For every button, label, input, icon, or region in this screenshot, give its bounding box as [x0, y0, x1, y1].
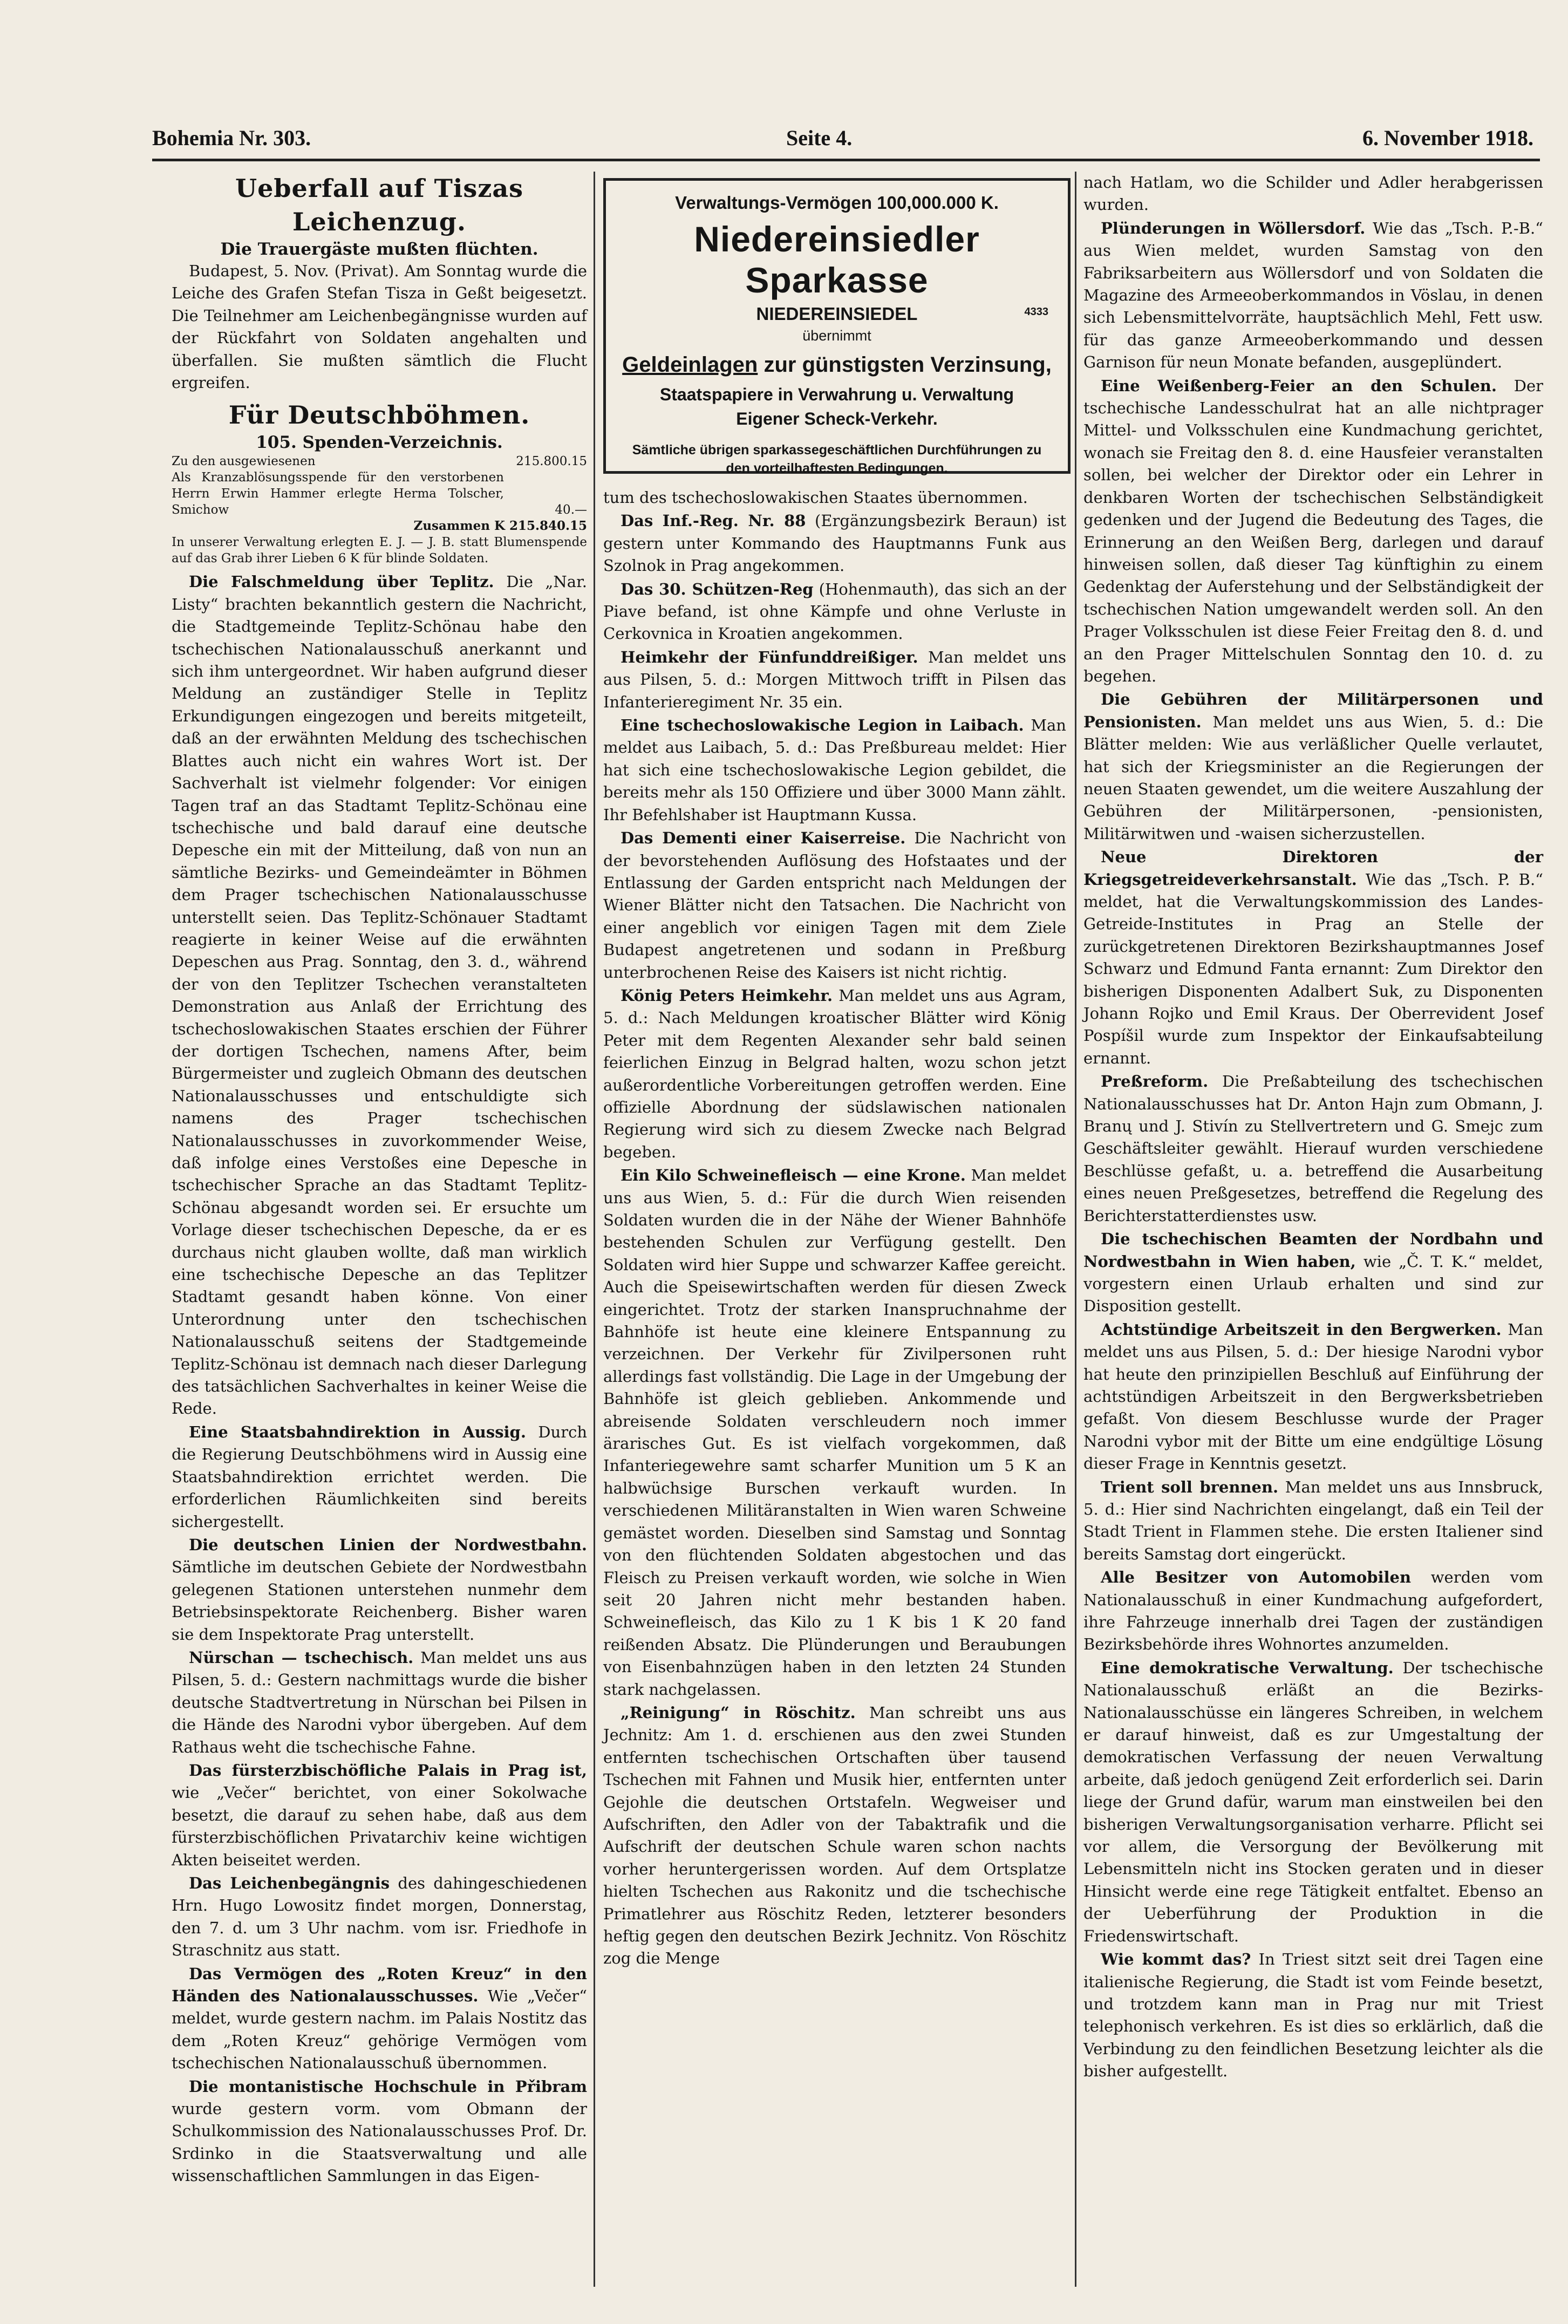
news-item: Trient soll brennen. Man meldet uns aus Innsbruck, 5. d.: Hier sind Nachrichten eingelangt, daß ein Teil der Stadt Trient in Flammen stehe. Die ersten Italiener sind bereits Samstag dort eingerückt. [1083, 1477, 1544, 1563]
ad-securities: Staatspapiere in Verwahrung u. Verwaltung [659, 385, 1014, 404]
column-right [1083, 172, 1543, 2084]
ad-services: Sämtliche übrigen sparkassegeschäftlichen Durchführungen zu den vorteilhaftesten Bedingungen. [632, 442, 1042, 476]
news-item: Die tschechischen Beamten der Nordbahn und Nordwestbahn in Wien haben, wie „Č. T. K.“ meldet, vorgestern einen Urlaub erhalten und sind zur Disposition gestellt. [1083, 1230, 1543, 1316]
newspaper-issue: Bohemia Nr. 303. [152, 126, 311, 150]
column-middle [603, 487, 1066, 1971]
column-left [172, 172, 587, 2189]
news-item: Das Inf.-Reg. Nr. 88 (Ergänzungsbezirk Beraun) ist gestern unter Kommando des Hauptmanns Funk aus Szolnok in Prag angekommen. [603, 512, 1067, 575]
news-item: Ein Kilo Schweinefleisch — eine Krone. Man meldet uns aus Wien, 5. d.: Für die durch Wien reisenden Soldaten wurden die in der Nähe der Wiener Bahnhöfe bestehenden Schulen zur Verfügung gestellt. Den Soldaten wird hier Suppe und schwarzer Kaffee gereicht. Auch die Speisewirtschaften werden für diesen Zweck eingerichtet. Trotz der starken Inanspruchnahme der Bahnhöfe ist heute eine kleinere Entspannung zu verzeichnen. Der Verkehr für Zivilpersonen ruht allerdings fast vollständig. Die Lage in der Umgebung der Bahnhöfe ist gleich geblieben. Ankommende und abreisende Soldaten verschleudern noch immer ärarisches Gut. Es ist vielfach vorgekommen, daß Infanteriegewehre samt scharfer Munition um 5 K an halbwüchsige Burschen verkauft wurden. In verschiedenen Militäranstalten in Wien waren Schweine gemästet worden. Dieselben sind Samstag und Sonntag von den flüchtenden Soldaten abgestochen und das Fleisch zu Preisen verkauft worden, wie solche in Wien seit 20 Jahren nicht mehr bestanden haben. Schweinefleisch, das Kilo zu 1 K bis 1 K 20 fand reißenden Absatz. Die Plünderungen und Beraubungen von Eisenbahnzügen haben in den letzten 24 Stunden stark nachgelassen. [603, 1166, 1067, 1699]
page-number: Seite 4. [786, 126, 853, 150]
issue-date: 6. November 1918. [1362, 126, 1533, 150]
news-item: Plünderungen in Wöllersdorf. Wie das „Tsch. P.-B.“ aus Wien meldet, wurden Samstag von den Fabriksarbeitern aus Wöllersdorf und von Soldaten die Magazine des Armeeoberkommandos in Vöslau, in denen sich Lebensmittelvorräte, hauptsächlich Mehl, Fett usw. für das ganze Armeeoberkommando und dessen Garnison für neun Monate befanden, ausgeplündert. [1083, 219, 1543, 372]
news-item: „Reinigung“ in Röschitz. Man schreibt uns aus Jechnitz: Am 1. d. erschienen aus den zwei Stunden entfernten tschechischen Ortschaften über tausend Tschechen mit Fahnen und Musik hier, entfernten unter Gejohle die deutschen Ortstafeln. Wegweiser und Aufschriften, den Adler von der Tabaktrafik und die Aufschrift der deutschen Schule waren schon nachts vorher heruntergerissen worden. Auf dem Ortsplatze hielten Tschechen aus Rakonitz und die tschechische Primatlehrer aus Röschitz Reden, letzterer besonders heftig gegen den deutschen Bezirk Jechnitz. Von Röschitz zog die Menge [603, 1703, 1066, 1968]
donation-list [172, 453, 587, 567]
news-item: Neue Direktoren der Kriegsgetreideverkehrsanstalt. Wie das „Tsch. P. B.“ meldet, hat die Verwaltungskommission des Landes-Getreide-Institutes in Prag an Stelle der zurückgetretenen Direktoren Bezirkshauptmannes Josef Schwarz und Edmund Fanta ernannt: Zum Direktor den bisherigen Disponenten Adalbert Suk, zu Disponenten Johann Rojko und Emil Kraus. Der Oberrevident Josef Pospíšil wurde zum Inspektor der Einkaufsabteilung ernannt. [1083, 848, 1544, 1067]
news-item: Wie kommt das? In Triest sitzt seit drei Tagen eine italienische Regierung, die Stadt ist vom Feinde besetzt, und trotzdem kann man in Prag nur mit Triest telephonisch verkehren. Es ist dies so erklärlich, daß die Verbindung zu den feindlichen Besetzung leichter als die bisher aufgestellt. [1083, 1950, 1544, 2081]
section-title: Für Deutschböhmen. [228, 400, 530, 430]
news-item: Das Vermögen des „Roten Kreuz“ in den Händen des Nationalausschusses. Wie „Večer“ meldet, wurde gestern nachm. im Palais Nostitz das dem „Roten Kreuz“ gehörige Vermögen vom tschechischen Nationalausschuß übernommen. [172, 1964, 587, 2073]
news-item: Das Dementi einer Kaiserreise. Die Nachricht von der bevorstehenden Auflösung des Hofstaates und der Entlassung der Garden entspricht nach Meldungen der Wiener Blätter nicht den Tatsachen. Die Nachricht von einer angeblich vor einigen Tagen mit dem Ziele Budapest angetretenen und sodann in Preßburg unterbrochenen Reise des Kaisers ist nicht richtig. [603, 829, 1066, 982]
news-item: Heimkehr der Fünfunddreißiger. Man meldet uns aus Pilsen, 5. d.: Morgen Mittwoch trifft in Pilsen das Infanterieregiment Nr. 35 ein. [603, 648, 1066, 711]
news-item: Das Leichenbegängnis des dahingeschiedenen Hrn. Hugo Lowositz findet morgen, Donnerstag, den 7. d. um 3 Uhr nachm. vom isr. Friedhofe in Straschnitz aus statt. [172, 1874, 587, 1960]
header-rule [152, 159, 1540, 161]
news-item: Die Falschmeldung über Teplitz. Die „Nar. Listy“ brachten bekanntlich gestern die Nachricht, die Stadtgemeinde Teplitz-Schönau habe den tschechischen Nationalausschuß anerkannt und sich ihm untergeordnet. Wir haben aufgrund dieser Meldung an zuständiger Stelle in Teplitz Erkundigungen eingezogen und bereits mitgeteilt, daß an der erwähnten Meldung des tschechischen Blattes auch nicht ein wahres Wort ist. Der Sachverhalt ist vielmehr folgender: Vor einigen Tagen traf an das Stadtamt Teplitz-Schönau eine tschechische und bald darauf eine deutsche Depesche ein mit der Mitteilung, daß von nun an sämtliche Bezirks- und Gemeindeämter in Böhmen dem Prager tschechischen Nationalausschusse unterstellt seien. Das Teplitz-Schönauer Stadtamt reagierte in keiner Weise auf die erwähnten Depeschen aus Prag. Sonntag, den 3. d., während der von den Teplitzer Tschechen veranstalteten Demonstration aus Anlaß der Errichtung des tschechoslowakischen Staates erschien der Führer der dortigen Tschechen, namens After, beim Bürgermeister und zugleich Obmann des deutschen Nationalausschusses und entschuldigte sich namens des Prager tschechischen Nationalausschusses in zuvorkommender Weise, daß infolge eines Verstoßes eine Depesche in tschechischer Sprache an das Stadtamt Teplitz-Schönau abgesandt worden sei. Er ersuchte um Vorlage dieser tschechischen Depesche, da er es durchaus nicht glauben wollte, daß man wirklich eine tschechische Depesche an das Teplitzer Stadtamt gesandt haben könne. Von einer Unterordnung unter den tschechischen Nationalausschuß seitens der Stadtgemeinde Teplitz-Schönau ist demnach nach dieser Darlegung des tatsächlichen Sachverhaltes in keiner Weise die Rede. [172, 573, 587, 1418]
donation-total: Zusammen K 215.840.15 [413, 519, 587, 534]
ad-takes: übernimmt [802, 328, 871, 344]
page-header [152, 125, 1533, 156]
news-item: Achtstündige Arbeitszeit in den Bergwerken. Man meldet uns aus Pilsen, 5. d.: Der hiesige Narodni vybor hat heute den prinzipiellen Beschluß auf Einführung der achtstündigen Arbeitszeit in den Bergwerksbetrieben gefaßt. Von diesem Beschlusse wurde der Prager Narodni vybor mit der Bitte um eine endgültige Lösung dieser Frage in Kenntnis gesetzt. [1083, 1320, 1543, 1473]
news-item: tum des tschechoslowakischen Staates übernommen. [603, 488, 1028, 507]
ad-bank-name: Niedereinsiedler Sparkasse [694, 219, 980, 300]
section-subtitle: 105. Spenden-Verzeichnis. [256, 433, 503, 453]
news-item: nach Hatlam, wo die Schilder und Adler herabgerissen wurden. [1083, 173, 1543, 214]
bank-advertisement [603, 178, 1071, 474]
news-item: Eine tschechoslowakische Legion in Laibach. Man meldet aus Laibach, 5. d.: Das Preßbureau meldet: Hier hat sich eine tschechoslowakische Legion gebildet, die bereits mehr als 150 Offiziere und über 3000 Mann zählt. Ihr Befehlshaber ist Hauptmann Kussa. [603, 716, 1066, 824]
ad-code: 4333 [1024, 306, 1048, 318]
news-item: Das fürsterzbischöfliche Palais in Prag ist, wie „Večer“ berichtet, von einer Sokolwache besetzt, die darauf zu sehen habe, daß aus dem fürsterzbischöflichen Privatarchiv keine wichtigen Akten beiseitet werden. [172, 1761, 587, 1869]
ad-cheque: Eigener Scheck-Verkehr. [736, 409, 938, 428]
article-title: Ueberfall auf Tiszas Leichenzug. [235, 174, 524, 236]
news-item: König Peters Heimkehr. Man meldet uns aus Agram, 5. d.: Nach Meldungen kroatischer Blätter wird König Peter mit dem Regenten Alexander sehr bald seinen feierlichen Einzug in Belgrad halten, wozu schon jetzt außerordentliche Vorbereitungen getroffen werden. Eine offizielle Abordnung der südslawischen nationalen Regierung wird sich zu diesem Zwecke nach Belgrad begeben. [603, 986, 1067, 1161]
news-item: Die montanistische Hochschule in Přibram wurde gestern vorm. vom Obmann der Schulkommission des Nationalausschusses Prof. Dr. Srdinko in die Staatsverwaltung und alle wissenschaftlichen Sammlungen in das Eigen- [172, 2077, 587, 2185]
ad-deposits: Geldeinlagen zur günstigsten Verzinsung, [622, 353, 1052, 377]
news-item: Eine Staatsbahndirektion in Aussig. Durch die Regierung Deutschböhmens wird in Aussig eine Staatsbahndirektion errichtet werden. Die erforderlichen Räumlichkeiten sind bereits sichergestellt. [172, 1422, 587, 1531]
donation-row: Zu den ausgewiesenen 215.800.15 [172, 454, 587, 469]
ad-assets: Verwaltungs-Vermögen 100,000.000 K. [675, 193, 999, 213]
news-item: Nürschan — tschechisch. Man meldet uns aus Pilsen, 5. d.: Gestern nachmittags wurde die bisher deutsche Stadtvertretung in Nürschan bei Pilsen in die Hände des Narodni vybor übergeben. Auf dem Rathaus weht die tschechische Fahne. [172, 1648, 587, 1756]
donation-note: In unserer Verwaltung erlegten E. J. — J. B. statt Blumenspende auf das Grab ihrer Lieben 6 K für blinde Soldaten. [172, 535, 587, 566]
column-divider [594, 172, 595, 2287]
news-item: Das 30. Schützen-Reg (Hohenmauth), das sich an der Piave befand, ist ohne Kämpfe und ohne Verluste in Cerkovnica in Kroatien angekommen. [603, 580, 1067, 643]
news-item: Eine demokratische Verwaltung. Der tschechische Nationalausschuß erläßt an die Bezirks-Nationalausschüsse ein längeres Schreiben, in welchem er darauf hinweist, daß es zur Umgestaltung der demokratischen Verfassung der neuen Verwaltung arbeite, daß jedoch genügend Zeit erforderlich sei. Darin liege der Grund dafür, warum man einstweilen bei den bisherigen Verwaltungsorganisation verharre. Pflicht sei vor allem, die Versorgung der Bevölkerung mit Lebensmitteln nicht ins Stocken geraten und in dieser Hinsicht werde eine rege Tätigkeit entfaltet. Ebenso an der Ueberführung der Produktion in die Friedenswirtschaft. [1083, 1658, 1543, 1945]
ad-place: NIEDEREINSIEDEL 4333 [756, 304, 1048, 324]
news-item: Alle Besitzer von Automobilen werden vom Nationalausschuß in einer Kundmachung aufgefordert, ihre Fahrzeuge innerhalb drei Tagen der zuständigen Bezirksbehörde ihres Wohnortes anzumelden. [1083, 1568, 1544, 1654]
news-item: Die deutschen Linien der Nordwestbahn. Sämtliche im deutschen Gebiete der Nordwestbahn gelegenen Stationen unterstehen nunmehr dem Betriebsinspektorate Reichenberg. Bisher waren sie dem Inspektorate Prag unterstellt. [172, 1535, 587, 1644]
news-item: Die Gebühren der Militärpersonen und Pensionisten. Man meldet uns aus Wien, 5. d.: Die Blätter melden: Wie aus verläßlicher Quelle verlautet, hat sich der Kriegsminister an die Regierungen der neuen Staaten gewendet, um die weitere Auszahlung der Gebühren der Militärpersonen, -pensionisten, Militärwitwen und -waisen sicherzustellen. [1083, 690, 1543, 843]
news-item: Eine Weißenberg-Feier an den Schulen. Der tschechische Landesschulrat hat an alle nichtprager Mittel- und Volksschulen eine Kundmachung gerichtet, wonach sie Freitag den 8. d. eine Hausfeier veranstalten sollen, bei welcher der Direktor oder ein Lehrer in denkbaren Worten der tschechischen Selbständigkeit gedenken und der Jugend die Bedeutung des Tages, die Erinnerung an den Weißen Berg, darlegen und darauf hinweisen sollen, daß dieser Tag künftighin zu einem Gedenktag der Auferstehung und der Selbständigkeit der tschechischen Nation umgewandelt werden soll. An den Prager Volksschulen ist diese Feier Freitag den 8. d. und an den Prager Mittelschulen Sonntag den 10. d. zu begehen. [1083, 376, 1544, 685]
donation-row: Als Kranzablösungsspende für den verstorbenen Herrn Erwin Hammer erlegte Herma Tolscher, Smichow 40.— [172, 471, 587, 517]
article-body: Budapest, 5. Nov. (Privat). Am Sonntag wurde die Leiche des Grafen Stefan Tisza in Geßt beigesetzt. Die Teilnehmer am Leichenbegängnisse wurden auf der Rückfahrt von Soldaten angehalten und überfallen. Sie mußten sämtlich die Flucht ergreifen. [172, 262, 587, 392]
column-divider [1075, 172, 1076, 2287]
news-item: Preßreform. Die Preßabteilung des tschechischen Nationalausschusses hat Dr. Anton Hajn zum Obmann, J. Branų und J. Stivín zu Stellvertretern und G. Smejc zum Geschäftsleiter gewählt. Hierauf wurden verschiedene Beschlüsse gefaßt, u. a. betreffend die Ausarbeitung eines neuen Preßgesetzes, betreffend die Regelung des Berichterstatterdienstes usw. [1083, 1072, 1544, 1225]
article-subtitle: Die Trauergäste mußten flüchten. [220, 240, 538, 259]
